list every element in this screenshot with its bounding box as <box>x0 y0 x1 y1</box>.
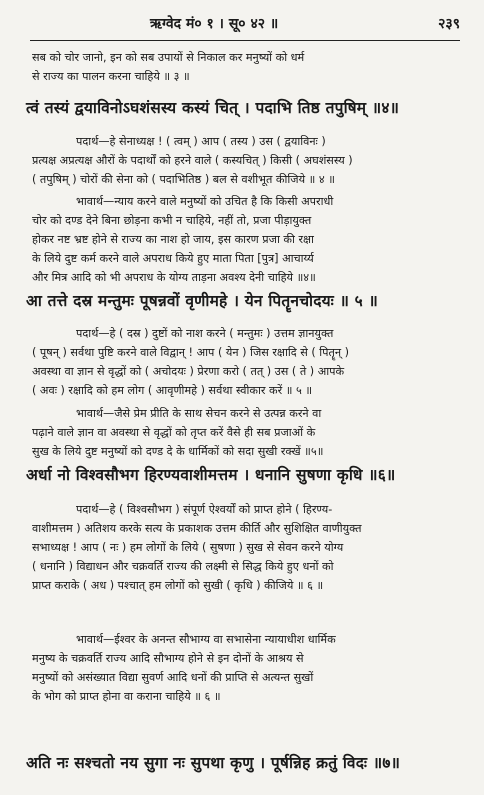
text-line: के लिये दुष्ट कर्म करने वाले अपराध किये हुए माता पिता [पुत्र] आचार्य्य <box>32 252 314 265</box>
bhavartha-5 <box>32 404 462 461</box>
text-line: भावार्थ—न्याय करने वाले मनुष्यों को उचित है कि किसी अपराधी <box>76 195 334 208</box>
text-line: ( धनानि ) विद्याधन और चक्रवर्ति राज्य की लक्ष्मी से सिद्ध किये हुए धनों को <box>32 560 334 573</box>
page-header <box>0 14 484 36</box>
running-title: ऋग्वेद मं० १ । सू० ४२ ॥ <box>150 16 279 32</box>
text-line: प्रत्यक्ष अप्रत्यक्ष औरों के पदार्थों को हरने वाले ( कस्यचित् ) किसी ( अघशंसस्य ) <box>32 154 353 167</box>
text-line: प्राप्त कराके ( अध ) पश्चात् हम लोगों को सुखी ( कृधि ) कीजिये ॥ ६ ॥ <box>32 579 324 592</box>
text-line: पढ़ाने वाले ज्ञान वा अवस्था से वृद्धों को तृप्त करें वैसे ही सब प्रजाओं के <box>32 426 316 439</box>
text-line: मनुष्य के चक्रवर्ति राज्य आदि सौभाग्य होने से इन दोनों के आश्रय से <box>32 652 304 665</box>
text-line: के भोग को प्राप्त होना वा कराना चाहिये ॥ ६ ॥ <box>32 690 221 703</box>
text-line: वाशीमत्तम ) अतिशय करके सत्य के प्रकाशक उत्तम कीर्ति और सुशिक्षित वाणीयुक्त <box>32 522 362 535</box>
text-line: ( पूषन् ) सर्वथा पुष्टि करने वाले विद्वान् ! आप ( येन ) जिस रक्षादि से ( पितॄन् ) <box>32 346 350 359</box>
text-line: सुख के लिये दुष्ट मनुष्यों को दण्ड दे के धार्मिकों को सदा सुखी रक्खें ॥५॥ <box>32 445 324 458</box>
text-line: चोर को दण्ड देने बिना छोड़ना कभी न चाहिये, नहीं तो, प्रजा पीड़ायुक्त <box>32 214 312 227</box>
padartha-5 <box>32 324 462 400</box>
mantra-5: आ तत्ते दस्र मन्तुमः पूषन्नवों वृणीमहे । येन पितॄनचोदयः ॥ ५ ॥ <box>26 292 379 310</box>
text-line: ( अवः ) रक्षादि को हम लोग ( आवृणीमहे ) सर्वथा स्वीकार करें ॥ ५ ॥ <box>32 384 313 397</box>
padartha-4 <box>32 132 462 189</box>
mantra-6: अर्धा नो विश्वसौभग हिरण्यवाशीमत्तम । धनानि सुषणा कृधि ॥६॥ <box>26 466 396 484</box>
bhavartha-6 <box>32 630 462 706</box>
text-line: ( तपुषिम् ) चोरों की सेना को ( पदाभितिष्ठ ) बल से वशीभूत कीजिये ॥ ४ ॥ <box>32 173 335 186</box>
text-line: पदार्थ—हे सेनाध्यक्ष ! ( त्वम् ) आप ( तस्य ) उस ( द्वयाविनः ) <box>76 135 326 148</box>
text-line: और मित्र आदि को भी अपराध के योग्य ताड़ना अवश्य देनी चाहिये ॥४॥ <box>32 271 316 284</box>
text-line: से राज्य का पालन करना चाहिये ॥ ३ ॥ <box>32 70 190 83</box>
mantra-4: त्वं तस्यं द्वयाविनोऽघशंसस्य कस्यं चित् । पदाभि तिष्ठ तपुषिम् ॥४॥ <box>26 99 400 117</box>
mantra-7: अति नः सश्चतो नय सुगा नः सुपथा कृणु । पूर्षन्निह क्रतुं विदः ॥७॥ <box>26 754 401 772</box>
text-line: सब को चोर जानो, इन को सब उपायों से निकाल कर मनुष्यों को धर्म <box>32 51 305 64</box>
intro-paragraph <box>32 48 462 86</box>
text-line: भावार्थ—ईश्वर के अनन्त सौभाग्य वा सभासेना न्यायाधीश धार्मिक <box>76 633 336 646</box>
text-line: होकर नष्ट भ्रष्ट होने से राज्य का नाश हो जाय, इस कारण प्रजा की रक्षा <box>32 233 314 246</box>
padartha-6 <box>32 500 462 595</box>
text-line: सभाध्यक्ष ! आप ( नः ) हम लोगों के लिये ( सुषणा ) सुख से सेवन करने योग्य <box>32 541 344 554</box>
bhavartha-4 <box>32 192 462 287</box>
header-rule <box>30 40 460 41</box>
text-line: पदार्थ—हे ( विश्वसौभग ) संपूर्ण ऐश्वर्यों को प्राप्त होने ( हिरण्य- <box>76 503 333 516</box>
text-line: भावार्थ—जैसे प्रेम प्रीति के साथ सेचन करने से उत्पन्न करने वा <box>76 407 322 420</box>
text-line: पदार्थ—हे ( दस्र ) दुष्टों को नाश करने ( मन्तुमः ) उत्तम ज्ञानयुक्त <box>76 327 334 340</box>
text-line: मनुष्यों को असंख्यात विद्या सुवर्ण आदि धनों की प्राप्ति से अत्यन्त सुखों <box>32 671 314 684</box>
page-number: २३९ <box>438 16 460 32</box>
text-line: अवस्था वा ज्ञान से वृद्धों को ( अचोदयः ) प्रेरणा करो ( तत् ) उस ( ते ) आपके <box>32 365 345 378</box>
